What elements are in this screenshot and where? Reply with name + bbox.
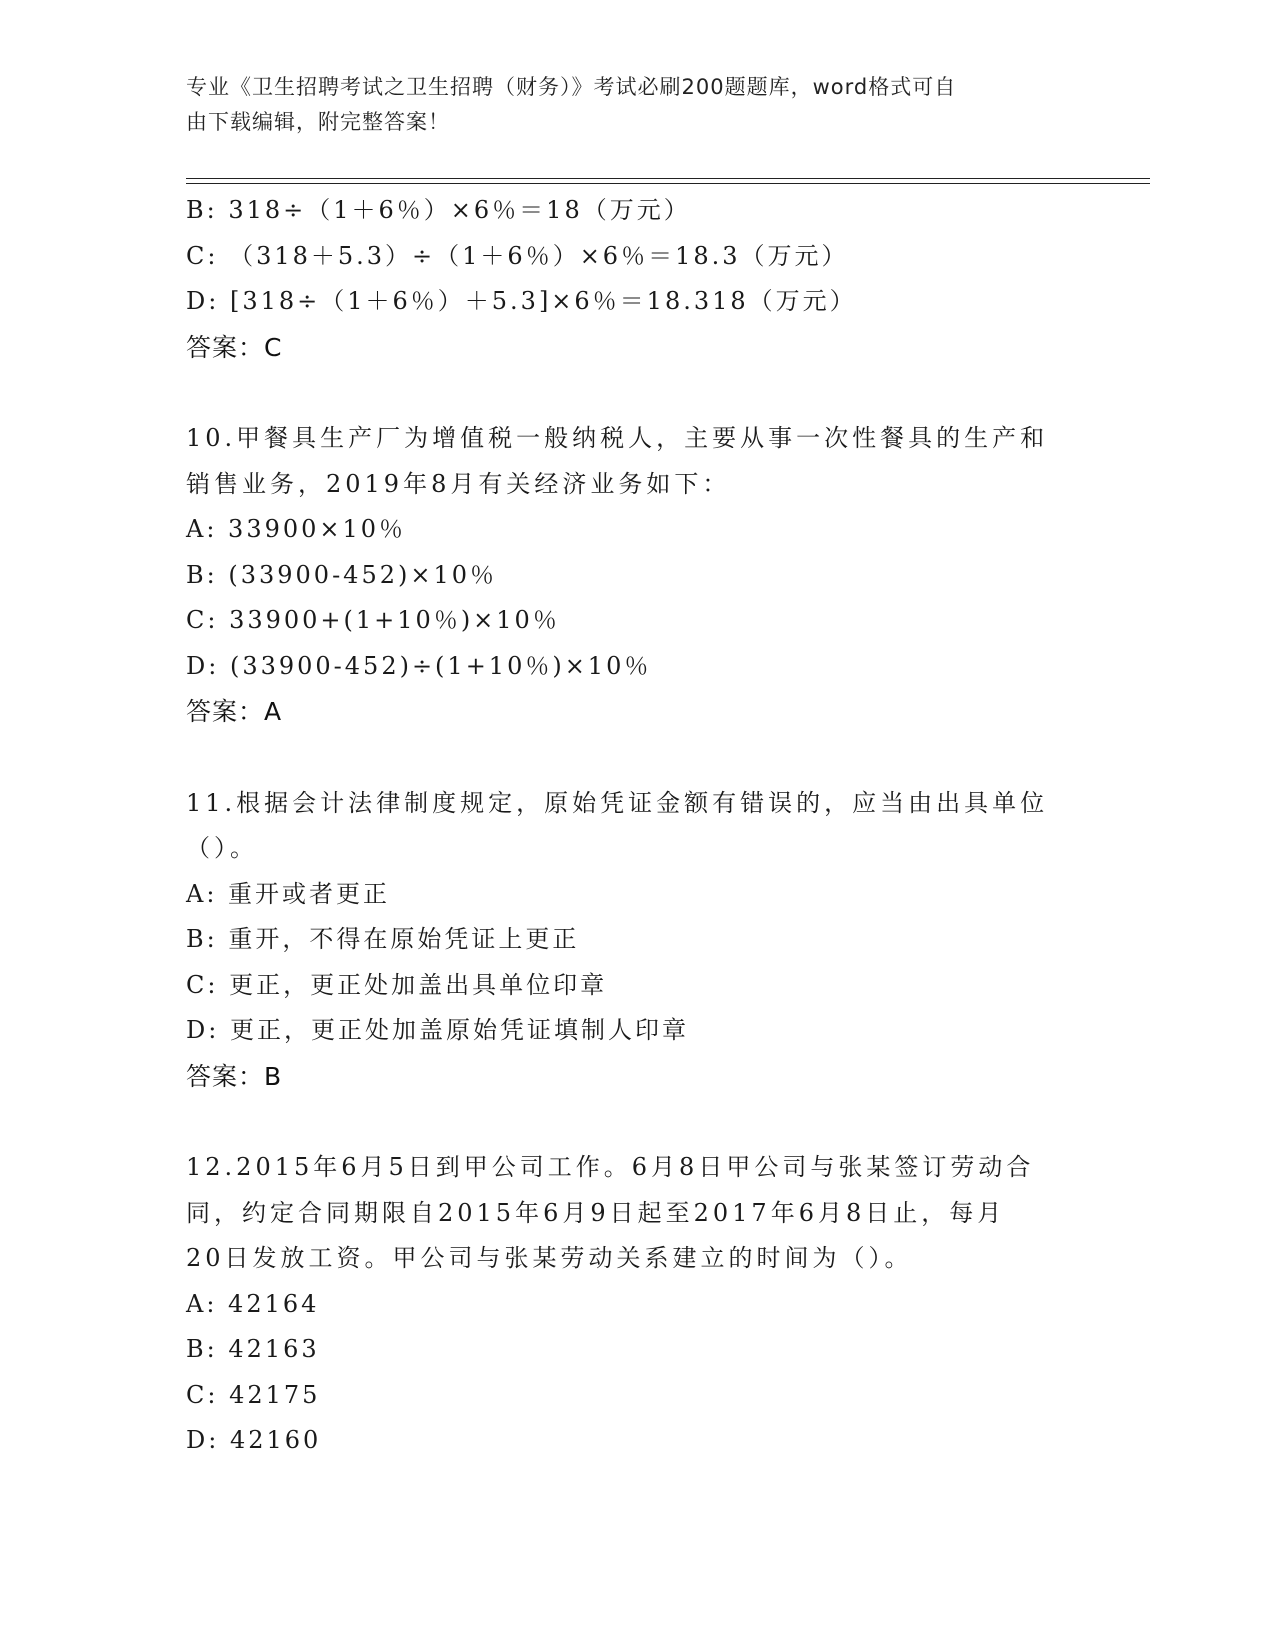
option-a: A: 42164 (186, 1289, 320, 1318)
option-a: A: 重开或者更正 (186, 879, 391, 908)
question-text-line: 销售业务，2019年8月有关经济业务如下： (186, 469, 731, 498)
question-text-line: （）。 (186, 834, 258, 862)
option-c: C: 更正，更正处加盖出具单位印章 (186, 970, 608, 999)
option-b: B: 42163 (186, 1335, 320, 1363)
option-c: C: 42175 (186, 1380, 321, 1409)
option-b: B: (33900-452)×10％ (186, 560, 497, 589)
option-a: A: 33900×10％ (186, 515, 407, 543)
document-header (186, 70, 1086, 140)
header-divider-bottom (186, 183, 1150, 184)
answer-line: 答案：C (186, 332, 283, 362)
header-line-1: 专业《卫生招聘考试之卫生招聘（财务）》考试必刷200题题库，word格式可自 (186, 75, 957, 99)
question-text-line: 20日发放工资。甲公司与张某劳动关系建立的时间为（）。 (186, 1244, 913, 1272)
question-12 (186, 1145, 1086, 1464)
header-line-2: 由下载编辑，附完整答案！ (186, 110, 450, 134)
option-d: D: (33900-452)÷(1+10％)×10％ (186, 651, 652, 680)
document-body (186, 188, 1086, 1464)
question-11 (186, 781, 1086, 1100)
option-c: C: （318＋5.3）÷（1＋6％）×6％＝18.3（万元） (186, 241, 849, 270)
question-text-line: 12.2015年6月5日到甲公司工作。6月8日甲公司与张某签订劳动合 (186, 1153, 1035, 1181)
option-d: D: 更正，更正处加盖原始凭证填制人印章 (186, 1016, 689, 1044)
option-c: C: 33900+(1+10％)×10％ (186, 606, 560, 634)
question-text-line: 11.根据会计法律制度规定，原始凭证金额有错误的，应当由出具单位 (186, 788, 1049, 817)
option-d: D: 42160 (186, 1426, 322, 1454)
question-text-line: 10.甲餐具生产厂为增值税一般纳税人，主要从事一次性餐具的生产和 (186, 424, 1049, 452)
answer-line: 答案：A (186, 697, 283, 726)
option-b: B: 重开，不得在原始凭证上更正 (186, 925, 580, 953)
question-10 (186, 416, 1086, 735)
option-b: B: 318÷（1＋6％）×6％＝18（万元） (186, 196, 691, 224)
question-9-tail (186, 188, 1086, 370)
option-d: D: [318÷（1＋6％）＋5.3]×6％＝18.318（万元） (186, 287, 857, 315)
question-text-line: 同，约定合同期限自2015年6月9日起至2017年6月8日止，每月 (186, 1198, 1006, 1227)
answer-line: 答案：B (186, 1061, 283, 1091)
header-divider-top (186, 178, 1150, 179)
